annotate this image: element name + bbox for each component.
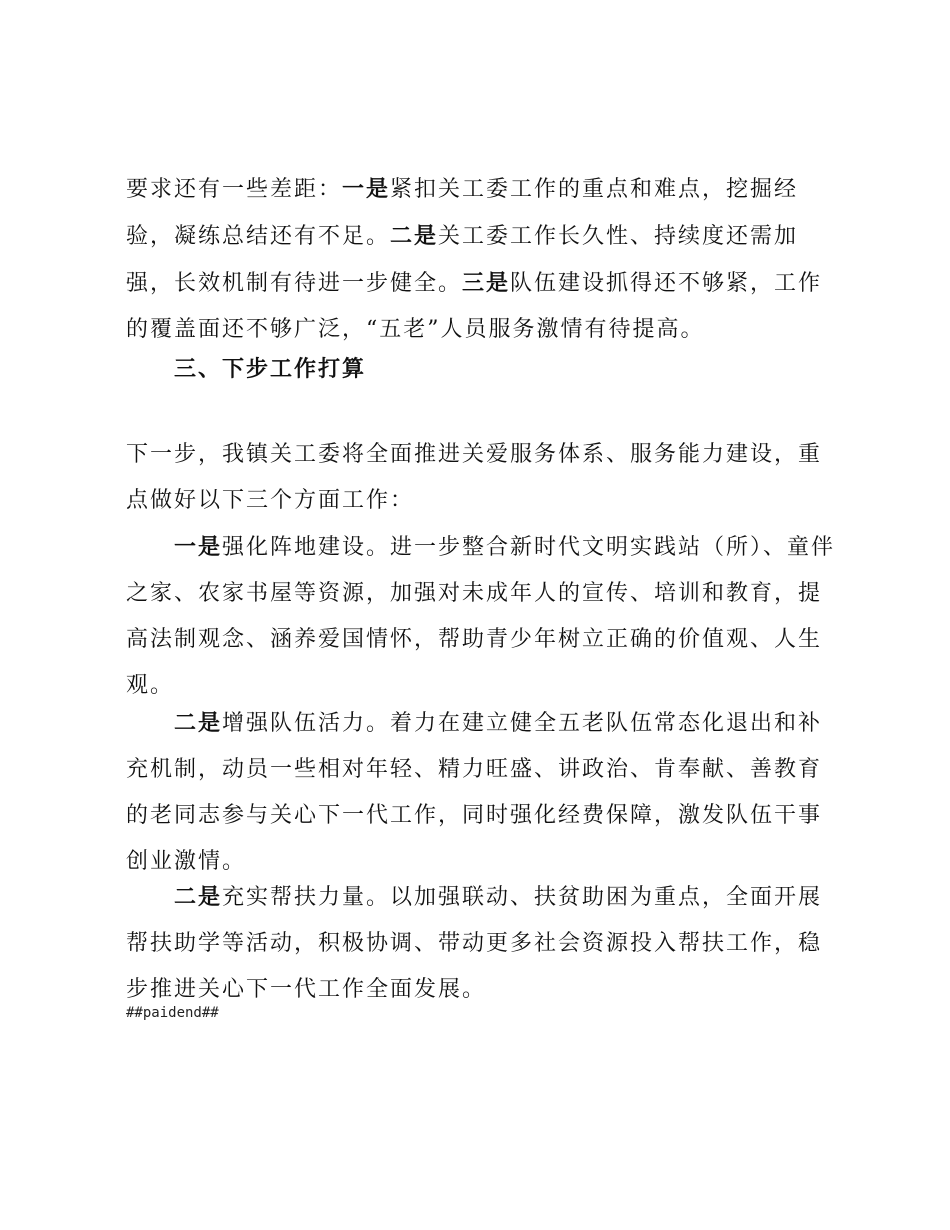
text-segment: 紧扣关工委工作的重点和难点，挖掘经验，凝练总结还有不足。 <box>126 177 799 249</box>
paragraph-item-3 <box>126 874 836 1013</box>
bold-lead: 三是 <box>462 270 511 296</box>
text-segment: 队伍建设抓得还不够紧，工作的覆盖面还不够广泛，“五老”人员服务激情有待提高。 <box>126 271 823 342</box>
text-segment: 充实帮扶力量。以加强联动、扶贫助困为重点，全面开展帮扶助学等活动，积极协调、带动更多社会资源投入帮扶工作，稳步推进关心下一代工作全面发展。 <box>126 885 823 1002</box>
paragraph-item-1 <box>126 524 836 709</box>
text-segment: 强化阵地建设。进一步整合新时代文明实践站（所）、童伴之家、农家书屋等资源，加强对未成年人的宣传、培训和教育，提高法制观念、涵养爱国情怀，帮助青少年树立正确的价值观、人生观。 <box>126 535 836 698</box>
bold-lead: 二是 <box>174 710 223 736</box>
bold-lead: 一是 <box>174 534 223 560</box>
section-heading: 三、下步工作打算 <box>174 357 367 382</box>
text-segment: 增强队伍活力。着力在建立健全五老队伍常态化退出和补充机制，动员一些相对年轻、精力旺盛、讲政治、肯奉献、善教育的老同志参与关心下一代工作，同时强化经费保障，激发队伍干事创业激情。 <box>126 711 823 874</box>
bold-lead: 二是 <box>390 223 439 249</box>
end-marker: ##paidend## <box>126 1005 219 1021</box>
bold-lead: 二是 <box>174 884 223 910</box>
bold-lead: 一是 <box>342 176 391 202</box>
text-segment: 要求还有一些差距： <box>126 177 343 202</box>
text-segment: 关工委工作长久性、持续度还需加强，长效机制有待进一步健全。 <box>126 224 799 296</box>
paragraph-item-2 <box>126 700 836 885</box>
paragraph-shortcomings <box>126 166 836 353</box>
paragraph-intro: 下一步，我镇关工委将全面推进关爱服务体系、服务能力建设，重点做好以下三个方面工作： <box>126 442 823 513</box>
